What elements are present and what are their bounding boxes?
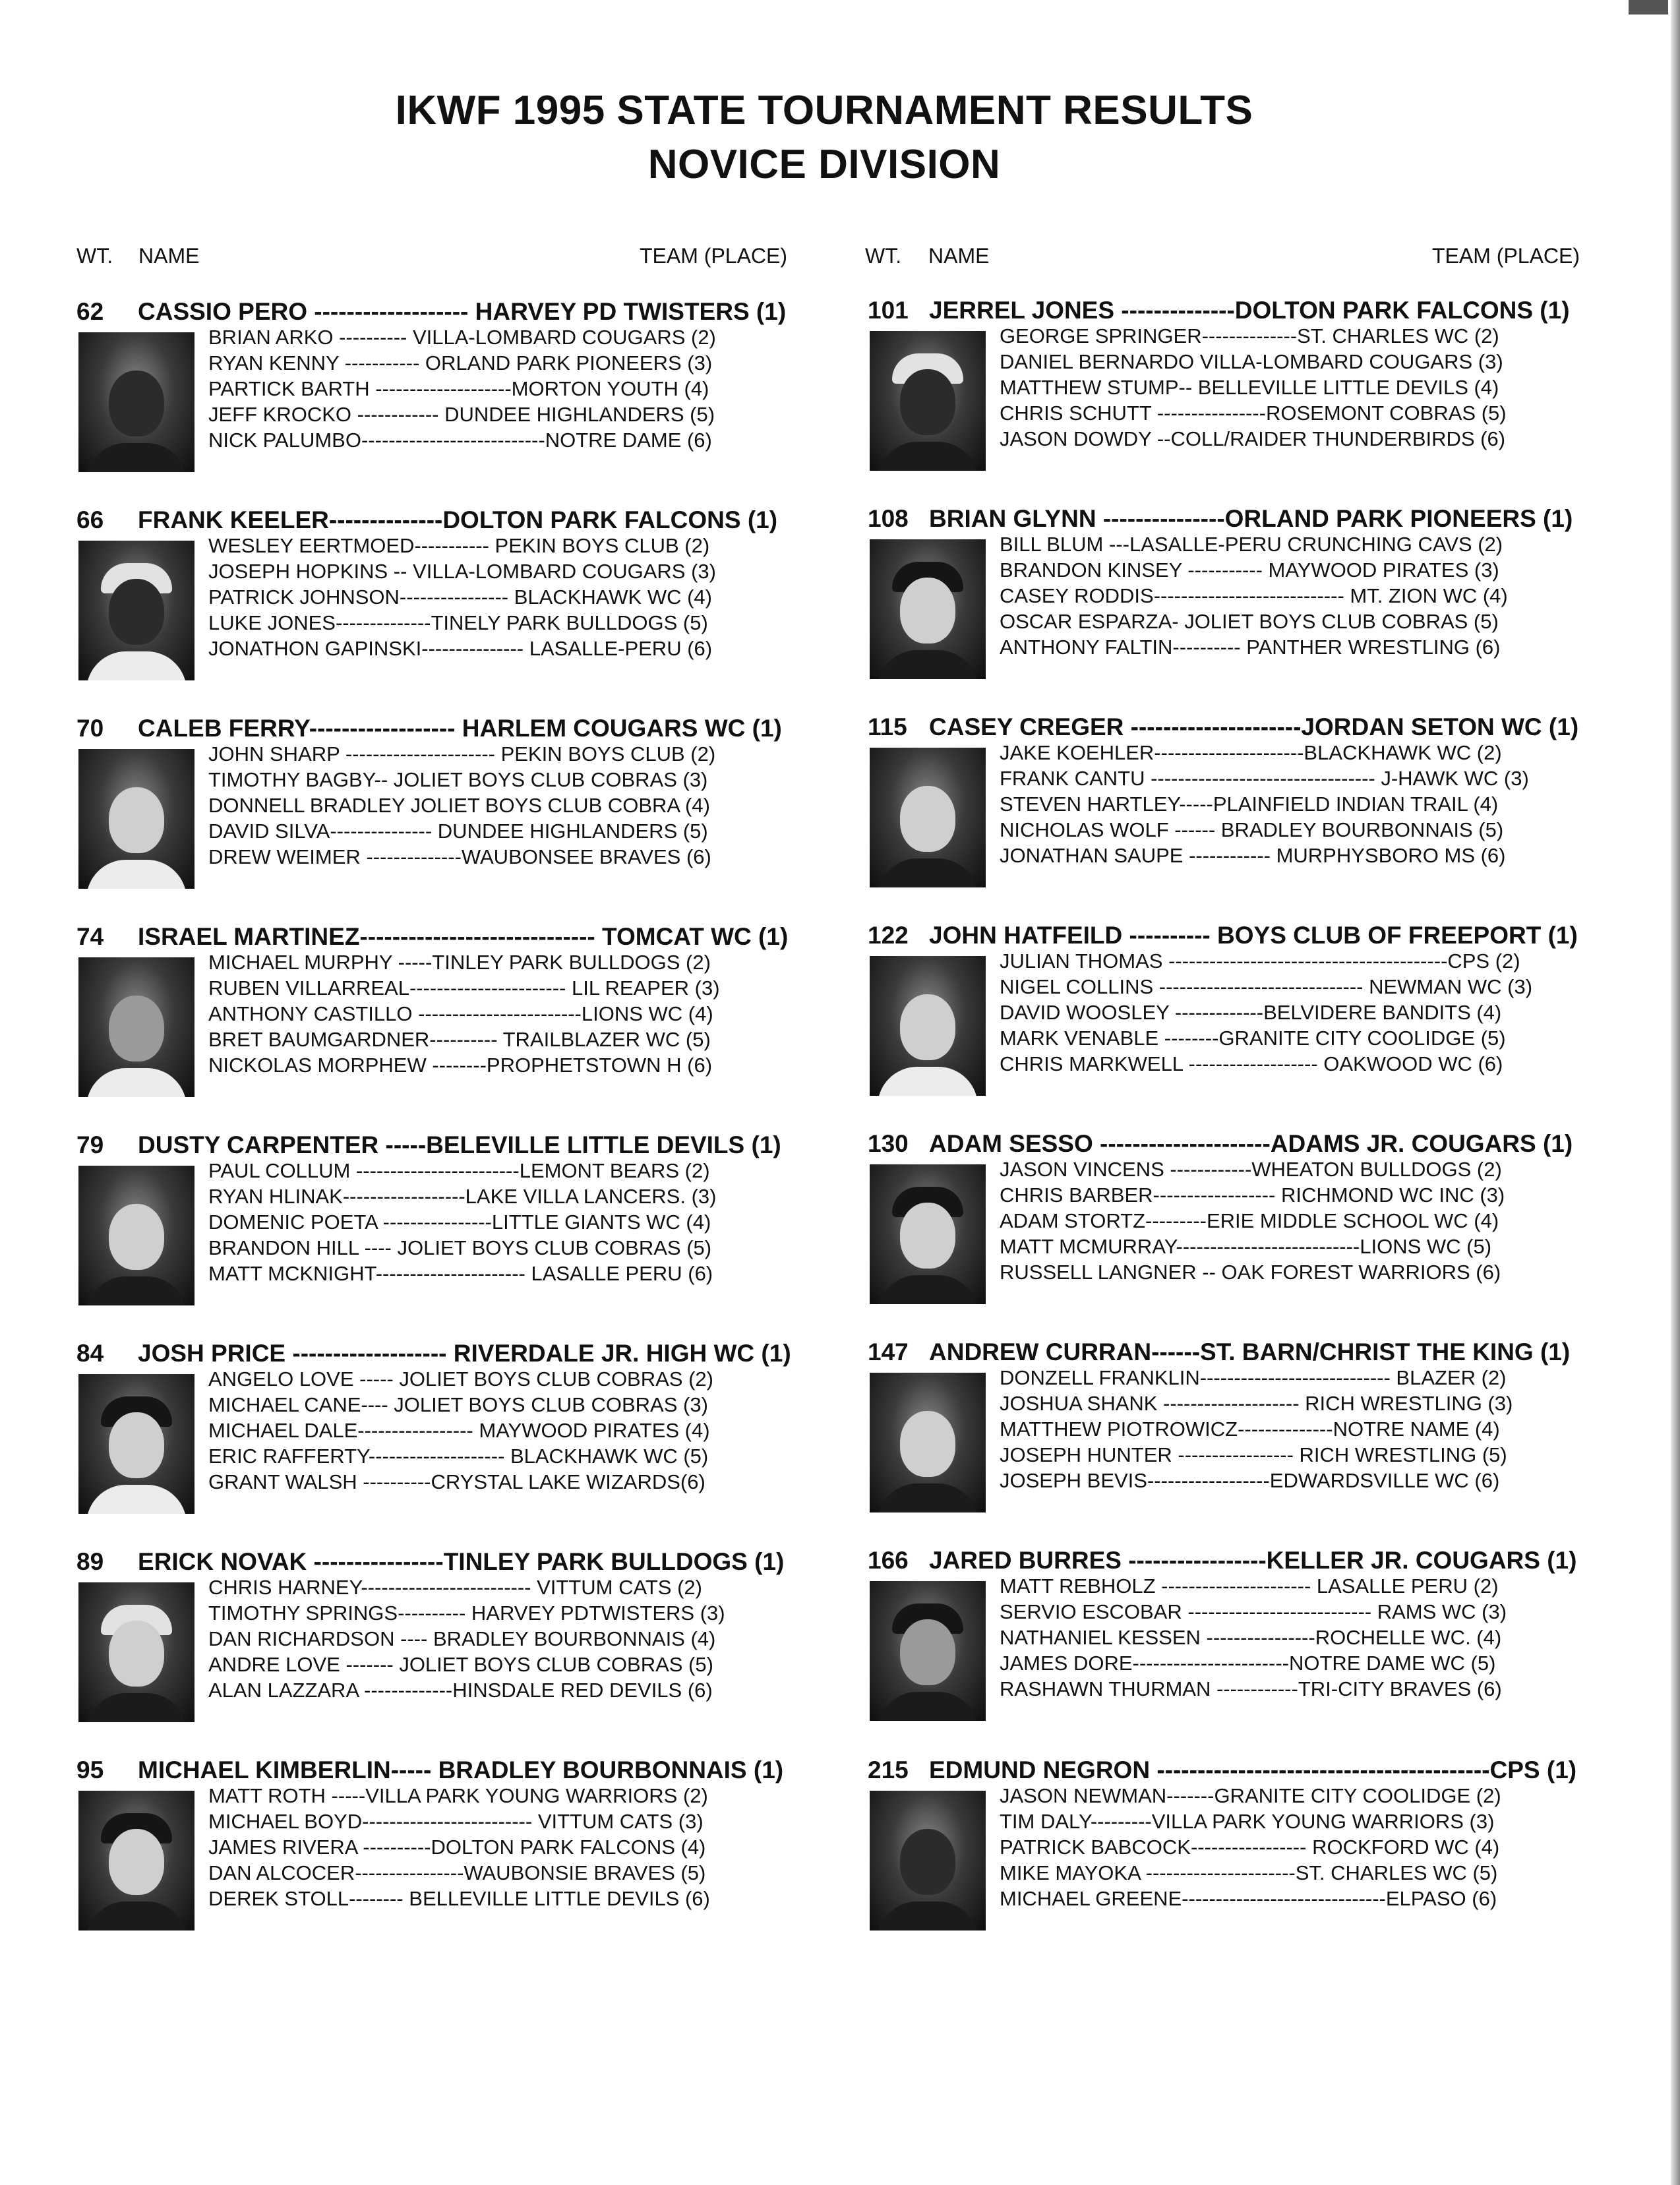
- place-entry: MATT MCMURRAY---------------------------LIONS WC (5): [1000, 1235, 1492, 1258]
- place-entry: CASEY RODDIS---------------------------- MT. ZION WC (4): [1000, 584, 1508, 607]
- place-entry: CHRIS HARNEY------------------------- VITTUM CATS (2): [208, 1576, 702, 1599]
- place-entry: NICHOLAS WOLF ------ BRADLEY BOURBONNAIS (5): [1000, 818, 1504, 841]
- champion-entry: ERICK NOVAK ----------------TINLEY PARK BULLDOGS (1): [138, 1548, 785, 1575]
- place-entry: MICHAEL GREENE------------------------------ELPASO (6): [1000, 1887, 1497, 1910]
- place-entry: JOSEPH BEVIS------------------EDWARDSVILLE WC (6): [1000, 1469, 1500, 1492]
- wrestler-photo: [870, 1373, 986, 1512]
- place-entry: RYAN HLINAK------------------LAKE VILLA LANCERS. (3): [208, 1185, 717, 1208]
- wrestler-photo: [870, 956, 986, 1096]
- place-entry: ALAN LAZZARA -------------HINSDALE RED DEVILS (6): [208, 1679, 713, 1702]
- place-entry: ERIC RAFFERTY-------------------- BLACKHAWK WC (5): [208, 1445, 709, 1468]
- wrestler-photo: [78, 1791, 195, 1931]
- place-entry: DAVID WOOSLEY -------------BELVIDERE BANDITS (4): [1000, 1001, 1502, 1024]
- place-entry: ANDRE LOVE ------- JOLIET BOYS CLUB COBRAS (5): [208, 1653, 713, 1676]
- place-entry: PATRICK JOHNSON---------------- BLACKHAWK WC (4): [208, 585, 712, 609]
- place-entry: DEREK STOLL-------- BELLEVILLE LITTLE DEVILS (6): [208, 1887, 710, 1910]
- weight-class-block: [868, 505, 1626, 703]
- champion-entry: JOSH PRICE ------------------- RIVERDALE JR. HIGH WC (1): [138, 1340, 791, 1367]
- champion-entry: JARED BURRES -----------------KELLER JR. COUGARS (1): [929, 1547, 1577, 1574]
- header-wt: WT.: [76, 244, 113, 268]
- champion-entry: CASSIO PERO ------------------- HARVEY PD TWISTERS (1): [138, 298, 787, 325]
- place-entry: MATT ROTH -----VILLA PARK YOUNG WARRIORS (2): [208, 1784, 708, 1807]
- weight-label: 130: [868, 1130, 909, 1157]
- weight-class-block: [76, 923, 835, 1121]
- weight-class-block: [868, 922, 1626, 1120]
- place-entry: OSCAR ESPARZA- JOLIET BOYS CLUB COBRAS (5): [1000, 610, 1499, 633]
- champion-entry: ANDREW CURRAN------ST. BARN/CHRIST THE KING (1): [929, 1338, 1571, 1365]
- place-entry: MIKE MAYOKA ----------------------ST. CHARLES WC (5): [1000, 1861, 1498, 1884]
- place-entry: DAN ALCOCER----------------WAUBONSIE BRAVES (5): [208, 1861, 706, 1884]
- place-entry: STEVEN HARTLEY-----PLAINFIELD INDIAN TRAIL (4): [1000, 793, 1499, 816]
- place-entry: TIM DALY---------VILLA PARK YOUNG WARRIORS (3): [1000, 1810, 1495, 1833]
- champion-entry: MICHAEL KIMBERLIN----- BRADLEY BOURBONNAIS (1): [138, 1756, 784, 1783]
- place-entry: WESLEY EERTMOED----------- PEKIN BOYS CLUB (2): [208, 534, 710, 557]
- place-entry: DAVID SILVA--------------- DUNDEE HIGHLANDERS (5): [208, 820, 708, 843]
- wrestler-photo: [870, 539, 986, 679]
- champion-entry: CASEY CREGER ---------------------JORDAN SETON WC (1): [929, 713, 1579, 740]
- place-entry: TIMOTHY SPRINGS---------- HARVEY PDTWISTERS (3): [208, 1601, 725, 1625]
- weight-class-block: [868, 1130, 1626, 1328]
- weight-class-block: [76, 298, 835, 496]
- place-entry: JASON NEWMAN-------GRANITE CITY COOLIDGE (2): [1000, 1784, 1501, 1807]
- wrestler-photo: [78, 749, 195, 889]
- wrestler-photo: [78, 1582, 195, 1722]
- weight-label: 101: [868, 297, 909, 324]
- wrestler-photo: [870, 1164, 986, 1304]
- place-entry: DREW WEIMER --------------WAUBONSEE BRAVES (6): [208, 845, 711, 868]
- place-entry: CHRIS BARBER------------------ RICHMOND WC INC (3): [1000, 1183, 1505, 1207]
- scan-corner-mark: [1629, 0, 1668, 15]
- place-entry: MICHAEL DALE----------------- MAYWOOD PIRATES (4): [208, 1419, 710, 1442]
- place-entry: BRET BAUMGARDNER---------- TRAILBLAZER WC (5): [208, 1028, 711, 1051]
- header-name: NAME: [928, 244, 990, 268]
- place-entry: NATHANIEL KESSEN ----------------ROCHELLE WC. (4): [1000, 1626, 1502, 1649]
- weight-class-block: [76, 1756, 835, 1954]
- place-entry: JONATHON GAPINSKI--------------- LASALLE-PERU (6): [208, 637, 713, 660]
- place-entry: JOHN SHARP ---------------------- PEKIN BOYS CLUB (2): [208, 742, 716, 765]
- place-entry: ADAM STORTZ---------ERIE MIDDLE SCHOOL WC (4): [1000, 1209, 1499, 1232]
- place-entry: JASON DOWDY --COLL/RAIDER THUNDERBIRDS (6): [1000, 427, 1506, 450]
- header-wt: WT.: [865, 244, 902, 268]
- page-title: IKWF 1995 STATE TOURNAMENT RESULTS: [395, 88, 1253, 133]
- weight-label: 95: [76, 1756, 104, 1783]
- weight-label: 70: [76, 715, 104, 742]
- place-entry: JOSEPH HOPKINS -- VILLA-LOMBARD COUGARS (3): [208, 560, 716, 583]
- weight-class-block: [76, 506, 835, 704]
- wrestler-photo: [870, 1581, 986, 1721]
- champion-entry: FRANK KEELER--------------DOLTON PARK FALCONS (1): [138, 506, 778, 533]
- place-entry: DAN RICHARDSON ---- BRADLEY BOURBONNAIS (4): [208, 1627, 716, 1650]
- weight-label: 115: [868, 713, 907, 740]
- header-team-place: TEAM (PLACE): [640, 244, 788, 268]
- champion-entry: ISRAEL MARTINEZ----------------------------- TOMCAT WC (1): [138, 923, 789, 950]
- wrestler-photo: [78, 1374, 195, 1514]
- place-entry: DONZELL FRANKLIN---------------------------- BLAZER (2): [1000, 1366, 1507, 1389]
- header-name: NAME: [138, 244, 200, 268]
- wrestler-photo: [78, 332, 195, 472]
- place-entry: RASHAWN THURMAN ------------TRI-CITY BRAVES (6): [1000, 1677, 1502, 1700]
- weight-class-block: [868, 1756, 1626, 1954]
- place-entry: DONNELL BRADLEY JOLIET BOYS CLUB COBRA (4): [208, 794, 710, 817]
- place-entry: DANIEL BERNARDO VILLA-LOMBARD COUGARS (3): [1000, 350, 1503, 373]
- place-entry: MATTHEW PIOTROWICZ--------------NOTRE NAME (4): [1000, 1418, 1500, 1441]
- weight-label: 215: [868, 1756, 909, 1783]
- place-entry: MICHAEL CANE---- JOLIET BOYS CLUB COBRAS (3): [208, 1393, 708, 1416]
- place-entry: MATT REBHOLZ ---------------------- LASALLE PERU (2): [1000, 1574, 1499, 1598]
- champion-entry: CALEB FERRY------------------ HARLEM COUGARS WC (1): [138, 715, 782, 742]
- champion-entry: JOHN HATFEILD ---------- BOYS CLUB OF FREEPORT (1): [929, 922, 1578, 949]
- place-entry: BRANDON HILL ---- JOLIET BOYS CLUB COBRAS (5): [208, 1236, 712, 1259]
- weight-label: 74: [76, 923, 104, 950]
- place-entry: PAUL COLLUM ------------------------LEMONT BEARS (2): [208, 1159, 710, 1182]
- wrestler-photo: [870, 331, 986, 471]
- wrestler-photo: [870, 1791, 986, 1931]
- place-entry: MICHAEL MURPHY -----TINLEY PARK BULLDOGS (2): [208, 951, 711, 974]
- weight-class-block: [76, 715, 835, 913]
- champion-entry: JERREL JONES --------------DOLTON PARK FALCONS (1): [929, 297, 1570, 324]
- scan-edge-shadow: [1671, 0, 1680, 2185]
- weight-class-block: [868, 297, 1626, 494]
- place-entry: ANTHONY FALTIN---------- PANTHER WRESTLING (6): [1000, 636, 1501, 659]
- place-entry: BRANDON KINSEY ----------- MAYWOOD PIRATES (3): [1000, 558, 1499, 582]
- wrestler-photo: [78, 541, 195, 680]
- place-entry: NICK PALUMBO---------------------------NOTRE DAME (6): [208, 429, 712, 452]
- place-entry: TIMOTHY BAGBY-- JOLIET BOYS CLUB COBRAS (3): [208, 768, 708, 791]
- place-entry: BRIAN ARKO ---------- VILLA-LOMBARD COUGARS (2): [208, 326, 716, 349]
- place-entry: BILL BLUM ---LASALLE-PERU CRUNCHING CAVS (2): [1000, 533, 1503, 556]
- weight-class-block: [76, 1548, 835, 1746]
- page-subtitle: NOVICE DIVISION: [647, 142, 1001, 187]
- place-entry: ANTHONY CASTILLO ------------------------LIONS WC (4): [208, 1002, 713, 1025]
- champion-entry: ADAM SESSO ---------------------ADAMS JR. COUGARS (1): [929, 1130, 1573, 1157]
- weight-class-block: [76, 1340, 835, 1538]
- place-entry: JAMES DORE-----------------------NOTRE DAME WC (5): [1000, 1652, 1496, 1675]
- weight-label: 84: [76, 1340, 104, 1367]
- weight-class-block: [868, 1338, 1626, 1536]
- champion-entry: DUSTY CARPENTER -----BELEVILLE LITTLE DEVILS (1): [138, 1131, 781, 1158]
- wrestler-photo: [78, 1166, 195, 1305]
- place-entry: CHRIS SCHUTT ----------------ROSEMONT COBRAS (5): [1000, 402, 1507, 425]
- place-entry: RUSSELL LANGNER -- OAK FOREST WARRIORS (6): [1000, 1261, 1501, 1284]
- place-entry: MICHAEL BOYD------------------------- VITTUM CATS (3): [208, 1810, 704, 1833]
- place-entry: PATRICK BABCOCK----------------- ROCKFORD WC (4): [1000, 1836, 1500, 1859]
- place-entry: JAMES RIVERA ----------DOLTON PARK FALCONS (4): [208, 1836, 706, 1859]
- place-entry: GEORGE SPRINGER--------------ST. CHARLES WC (2): [1000, 324, 1499, 347]
- place-entry: JOSHUA SHANK -------------------- RICH WRESTLING (3): [1000, 1392, 1513, 1415]
- place-entry: MATTHEW STUMP-- BELLEVILLE LITTLE DEVILS (4): [1000, 376, 1499, 399]
- champion-entry: BRIAN GLYNN ---------------ORLAND PARK PIONEERS (1): [929, 505, 1573, 532]
- place-entry: JONATHAN SAUPE ------------ MURPHYSBORO MS (6): [1000, 844, 1506, 867]
- place-entry: MARK VENABLE --------GRANITE CITY COOLIDGE (5): [1000, 1027, 1506, 1050]
- weight-label: 108: [868, 505, 909, 532]
- place-entry: ANGELO LOVE ----- JOLIET BOYS CLUB COBRAS (2): [208, 1367, 713, 1391]
- place-entry: NICKOLAS MORPHEW --------PROPHETSTOWN H (6): [208, 1054, 713, 1077]
- header-team-place: TEAM (PLACE): [1432, 244, 1580, 268]
- place-entry: FRANK CANTU --------------------------------- J-HAWK WC (3): [1000, 767, 1529, 790]
- place-entry: NIGEL COLLINS ------------------------------ NEWMAN WC (3): [1000, 975, 1533, 998]
- place-entry: RYAN KENNY ----------- ORLAND PARK PIONEERS (3): [208, 351, 713, 374]
- place-entry: PARTICK BARTH --------------------MORTON YOUTH (4): [208, 377, 709, 400]
- weight-label: 62: [76, 298, 104, 325]
- place-entry: JASON VINCENS ------------WHEATON BULLDOGS (2): [1000, 1158, 1502, 1181]
- weight-label: 122: [868, 922, 909, 949]
- weight-label: 89: [76, 1548, 104, 1575]
- place-entry: MATT MCKNIGHT---------------------- LASALLE PERU (6): [208, 1262, 713, 1285]
- weight-class-block: [868, 1547, 1626, 1745]
- champion-entry: EDMUND NEGRON -----------------------------------------CPS (1): [929, 1756, 1577, 1783]
- wrestler-photo: [78, 957, 195, 1097]
- weight-label: 79: [76, 1131, 104, 1158]
- place-entry: CHRIS MARKWELL ------------------- OAKWOOD WC (6): [1000, 1052, 1503, 1075]
- place-entry: DOMENIC POETA ----------------LITTLE GIANTS WC (4): [208, 1211, 711, 1234]
- place-entry: SERVIO ESCOBAR --------------------------- RAMS WC (3): [1000, 1600, 1507, 1623]
- weight-label: 147: [868, 1338, 909, 1365]
- weight-label: 66: [76, 506, 104, 533]
- place-entry: RUBEN VILLARREAL----------------------- LIL REAPER (3): [208, 976, 720, 1000]
- place-entry: LUKE JONES--------------TINELY PARK BULLDOGS (5): [208, 611, 708, 634]
- place-entry: GRANT WALSH ----------CRYSTAL LAKE WIZARDS(6): [208, 1470, 705, 1493]
- weight-class-block: [76, 1131, 835, 1329]
- weight-label: 166: [868, 1547, 909, 1574]
- place-entry: JOSEPH HUNTER ----------------- RICH WRESTLING (5): [1000, 1443, 1507, 1466]
- place-entry: JEFF KROCKO ------------ DUNDEE HIGHLANDERS (5): [208, 403, 715, 426]
- wrestler-photo: [870, 748, 986, 887]
- weight-class-block: [868, 713, 1626, 911]
- place-entry: JAKE KOEHLER----------------------BLACKHAWK WC (2): [1000, 741, 1502, 764]
- place-entry: JULIAN THOMAS -----------------------------------------CPS (2): [1000, 949, 1520, 973]
